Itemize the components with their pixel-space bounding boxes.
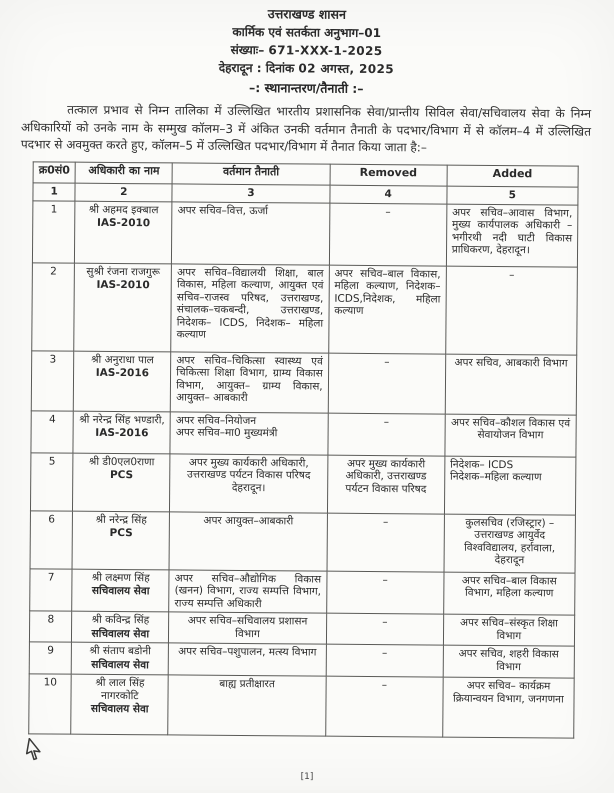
officer-service: IAS-2016: [95, 426, 149, 440]
col-header-sno: क्र0सं0: [33, 161, 76, 182]
officer-name: श्री संताप बडोनी: [89, 644, 151, 658]
officer-name-cell: [72, 511, 169, 570]
col-header-added: Added: [447, 165, 578, 187]
subject-line: –: स्थानान्तरण/तैनाती :–: [248, 80, 364, 96]
officer-name-cell: [72, 642, 169, 675]
officer-service: IAS-2010: [96, 216, 151, 230]
col-number: 2: [75, 183, 172, 202]
added-cell: अपर सचिव–बाल विकास विभाग, महिला कल्याण: [443, 572, 575, 616]
officer-name: श्री कविन्द्र सिंह: [91, 613, 150, 627]
section-title: कार्मिक एवं सतर्कता अनुभाग–01: [232, 24, 382, 41]
transfer-table: [28, 161, 578, 739]
table-row: [32, 262, 578, 354]
officer-name-cell: [71, 674, 168, 735]
table-row: [29, 642, 574, 678]
officer-name: सुश्री रंजना राजगुरू: [86, 265, 160, 278]
page-number: [1]: [300, 772, 314, 782]
mouse-cursor-icon: [22, 738, 48, 764]
officer-name: श्री लाल सिंह नागरकोटि: [95, 676, 145, 702]
officer-service: सचिवालय सेवा: [90, 702, 149, 716]
officer-name-cell: [73, 453, 170, 512]
officer-name-cell: [75, 201, 172, 264]
col-number: 4: [330, 185, 447, 204]
row-sno: 3: [31, 350, 74, 410]
letter-number-label: संख्याः–: [230, 42, 265, 58]
date-value: 02 अगस्त, 2025: [298, 61, 395, 77]
officer-name: श्री डी0एल0राणा: [88, 455, 155, 468]
removed-cell: –: [326, 613, 443, 645]
officer-service: सचिवालय सेवा: [91, 627, 150, 640]
removed-cell: –: [327, 513, 445, 572]
document-header: [0, 0, 614, 100]
officer-name-cell: [74, 351, 171, 412]
current-posting-cell: अपर सचिव–वित्त, ऊर्जा: [172, 201, 330, 264]
col-number: 5: [447, 186, 578, 205]
added-cell: अपर सचिव, शहरी विकास विभाग: [443, 645, 574, 678]
col-header-removed: Removed: [330, 164, 447, 186]
officer-name-cell: [72, 569, 169, 612]
row-sno: 5: [30, 452, 73, 510]
current-posting-cell: अपर सचिव–औद्योगिक विकास (खनन) विभाग, राज्य सम्पत्ति विभाग, राज्य सम्पत्ति अधिकारी: [169, 569, 327, 613]
removed-cell: –: [329, 203, 447, 266]
col-number: 1: [33, 182, 76, 200]
row-sno: 7: [30, 568, 73, 611]
place-and-date: [0, 57, 614, 80]
intro-paragraph: तत्काल प्रभाव से निम्न तालिका में उल्लिखित भारतीय प्रशासनिक सेवा/प्रान्तीय सिविल सेवा/सचिवालय सेवा के निम्न अधिकारियों को उनके नाम के सम्मुख कॉलम–3 में अंकित उनकी वर्तमान तैनाती के पदभार/विभाग में से कॉलम–4 में उल्लिखित पदभार से अवमुक्त करते हुए, कॉलम–5 में उल्लिखित पदभार/विभाग में तैनात किया जाता है:–: [20, 102, 592, 155]
removed-cell: –: [326, 644, 443, 677]
col-header-name: अधिकारी का नाम: [75, 162, 172, 184]
officer-name-cell: [74, 263, 172, 352]
officer-name: श्री नरेन्द्र सिंह भण्डारी,: [79, 413, 165, 426]
row-sno: 2: [32, 262, 75, 350]
officer-name: श्री अहमद इक्बाल: [88, 203, 159, 216]
officer-name-cell: [73, 411, 170, 454]
place-date-label: देहरादून : दिनांक: [218, 60, 295, 76]
table-row: [32, 200, 577, 266]
officer-name: श्री अनुराधा पाल: [91, 353, 154, 366]
removed-cell: अपर सचिव–बाल विकास, महिला कल्याण, निदेशक– ICDS,निदेशक, महिला कल्याण: [328, 265, 446, 354]
row-sno: 8: [29, 611, 72, 642]
removed-cell: –: [326, 571, 443, 614]
added-cell: निदेशक– ICDS निदेशक–महिला कल्याण: [444, 456, 576, 515]
table-row: [30, 452, 575, 514]
table-row: [29, 674, 574, 738]
current-posting-cell: अपर सचिव–सचिवालय प्रशासन विभाग: [169, 612, 327, 644]
row-sno: 9: [29, 642, 72, 674]
row-sno: 4: [31, 410, 74, 452]
current-posting-cell: अपर सचिव–चिकित्सा स्वास्थ्य एवं चिकित्सा शिक्षा विभाग, ग्राम्य विकास विभाग, आयुक्त– ग्राम्य विकास, आयुक्त– आबकारी: [171, 351, 329, 412]
officer-service: PCS: [109, 526, 133, 540]
table-row: [31, 350, 576, 414]
added-cell: अपर सचिव–आवास विभाग, मुख्य कार्यपालक अधिकारी –भगीरथी नदी घाटी विकास प्राधिकरण, देहरादून।: [446, 204, 578, 267]
added-cell: –: [445, 266, 577, 355]
removed-cell: –: [328, 353, 446, 414]
row-sno: 6: [30, 510, 73, 568]
officer-name: श्री लक्ष्मण सिंह: [91, 571, 150, 584]
added-cell: अपर सचिव–कौशल विकास एवं सेवायोजन विभाग: [445, 414, 577, 457]
government-title: उत्तराखण्ड शासन: [267, 6, 347, 22]
officer-name-cell: [72, 611, 169, 643]
added-cell: अपर सचिव–संस्कृत शिक्षा विभाग: [443, 614, 574, 646]
current-posting-cell: बाह्य प्रतीक्षारत: [168, 675, 326, 736]
table-row: [30, 568, 575, 615]
col-header-current: वर्तमान तैनाती: [172, 162, 330, 184]
removed-cell: –: [325, 676, 443, 737]
added-cell: अपर सचिव– कार्यक्रम क्रियान्वयन विभाग, जनगणना: [442, 677, 574, 738]
letter-number-value: 671-XXX-1-2025: [268, 43, 383, 59]
table-row: [29, 611, 574, 646]
current-posting-cell: अपर सचिव–विद्यालयी शिक्षा, बाल विकास, महिला कल्याण, आयुक्त एवं सचिव–राजस्व परिषद, उत्तराखण्ड, संचालक–चकबन्दी, उत्तराखण्ड, निदेशक– ICDS, निदेशक– महिला कल्याण: [171, 263, 329, 352]
officer-service: सचिवालय सेवा: [91, 584, 150, 598]
current-posting-cell: अपर सचिव–पशुपालन, मत्स्य विभाग: [168, 643, 326, 676]
officer-name: श्री नरेन्द्र सिंह: [95, 513, 147, 526]
current-posting-cell: अपर मुख्य कार्यकारी अधिकारी, उत्तराखण्ड पर्यटन विकास परिषद देहरादून।: [170, 453, 328, 512]
officer-service: IAS-2016: [95, 366, 150, 380]
current-posting-cell: अपर सचिव–नियोजन अपर सचिव–मा0 मुख्यमंत्री: [170, 411, 328, 454]
removed-cell: –: [328, 413, 445, 456]
officer-service: सचिवालय सेवा: [91, 658, 149, 671]
row-sno: 10: [29, 674, 72, 734]
added-cell: कुलसचिव (रजिस्ट्रार) –उत्तराखण्ड आयुर्वेद विश्वविद्यालय, हर्रावाला, देहरादून: [444, 514, 576, 573]
table-row: [31, 410, 576, 456]
current-posting-cell: अपर आयुक्त–आबकारी: [169, 511, 327, 570]
officer-service: IAS-2010: [96, 278, 150, 292]
table-row: [30, 510, 575, 572]
officer-service: PCS: [109, 468, 134, 482]
col-number: 3: [172, 183, 330, 202]
added-cell: अपर सचिव, आबकारी विभाग: [445, 354, 577, 415]
removed-cell: अपर मुख्य कार्यकारी अधिकारी, उत्तराखण्ड पर्यटन विकास परिषद: [327, 455, 445, 514]
row-sno: 1: [32, 200, 75, 262]
